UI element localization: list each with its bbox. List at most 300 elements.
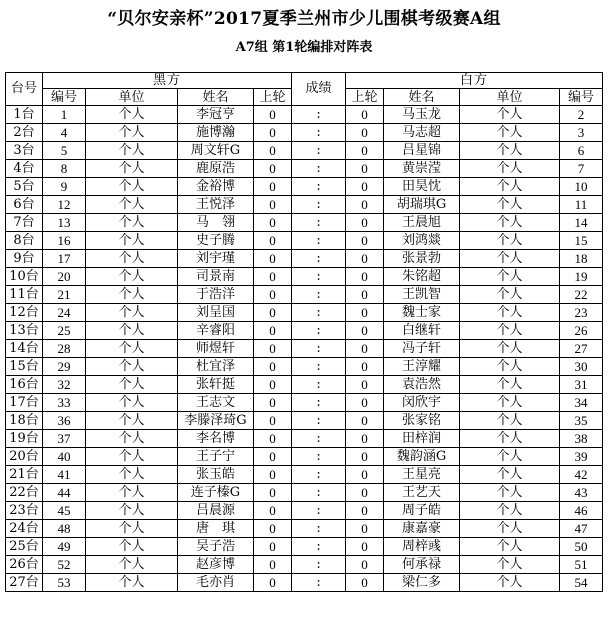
result-cell: : xyxy=(292,430,346,448)
black-name-cell: 周文轩G xyxy=(178,142,254,160)
white-number-cell: 26 xyxy=(560,322,603,340)
white-prev-round-cell: 0 xyxy=(346,520,384,538)
black-prev-round-cell: 0 xyxy=(254,304,292,322)
table-row xyxy=(6,376,603,394)
board-cell: 20台 xyxy=(6,448,43,466)
white-name-cell: 吕星锦 xyxy=(384,142,460,160)
black-unit-cell: 个人 xyxy=(86,394,178,412)
white-unit-cell: 个人 xyxy=(460,214,560,232)
black-name-cell: 施博瀚 xyxy=(178,124,254,142)
result-cell: : xyxy=(292,250,346,268)
black-number-cell: 48 xyxy=(43,520,86,538)
board-cell: 2台 xyxy=(6,124,43,142)
white-unit-cell: 个人 xyxy=(460,502,560,520)
black-unit-cell: 个人 xyxy=(86,304,178,322)
black-prev-round-cell: 0 xyxy=(254,250,292,268)
board-cell: 25台 xyxy=(6,538,43,556)
header-white-unit: 单位 xyxy=(460,89,560,106)
black-prev-round-cell: 0 xyxy=(254,268,292,286)
black-number-cell: 9 xyxy=(43,178,86,196)
result-cell: : xyxy=(292,340,346,358)
white-unit-cell: 个人 xyxy=(460,196,560,214)
white-name-cell: 马玉龙 xyxy=(384,106,460,124)
black-name-cell: 鹿原浩 xyxy=(178,160,254,178)
header-white-number: 编号 xyxy=(560,89,603,106)
white-unit-cell: 个人 xyxy=(460,430,560,448)
board-cell: 16台 xyxy=(6,376,43,394)
white-number-cell: 3 xyxy=(560,124,603,142)
black-number-cell: 21 xyxy=(43,286,86,304)
table-row xyxy=(6,556,603,574)
black-prev-round-cell: 0 xyxy=(254,124,292,142)
white-prev-round-cell: 0 xyxy=(346,430,384,448)
black-unit-cell: 个人 xyxy=(86,142,178,160)
black-unit-cell: 个人 xyxy=(86,232,178,250)
header-white-side: 白方 xyxy=(346,73,603,89)
black-prev-round-cell: 0 xyxy=(254,214,292,232)
white-unit-cell: 个人 xyxy=(460,268,560,286)
white-unit-cell: 个人 xyxy=(460,142,560,160)
black-name-cell: 史子腾 xyxy=(178,232,254,250)
white-prev-round-cell: 0 xyxy=(346,340,384,358)
white-name-cell: 周梓彧 xyxy=(384,538,460,556)
white-unit-cell: 个人 xyxy=(460,538,560,556)
black-name-cell: 唐 琪 xyxy=(178,520,254,538)
black-number-cell: 16 xyxy=(43,232,86,250)
black-number-cell: 45 xyxy=(43,502,86,520)
white-prev-round-cell: 0 xyxy=(346,376,384,394)
black-prev-round-cell: 0 xyxy=(254,232,292,250)
black-number-cell: 49 xyxy=(43,538,86,556)
white-name-cell: 袁浩然 xyxy=(384,376,460,394)
white-prev-round-cell: 0 xyxy=(346,178,384,196)
document-title: “贝尔安亲杯”2017夏季兰州市少儿围棋考级赛A组 xyxy=(107,9,501,29)
board-cell: 15台 xyxy=(6,358,43,376)
result-cell: : xyxy=(292,502,346,520)
black-name-cell: 马 翎 xyxy=(178,214,254,232)
white-prev-round-cell: 0 xyxy=(346,484,384,502)
white-number-cell: 22 xyxy=(560,286,603,304)
black-unit-cell: 个人 xyxy=(86,484,178,502)
result-cell: : xyxy=(292,178,346,196)
black-name-cell: 杜宜泽 xyxy=(178,358,254,376)
white-prev-round-cell: 0 xyxy=(346,358,384,376)
table-row xyxy=(6,106,603,124)
board-cell: 18台 xyxy=(6,412,43,430)
board-cell: 10台 xyxy=(6,268,43,286)
result-cell: : xyxy=(292,466,346,484)
header-black-unit: 单位 xyxy=(86,89,178,106)
result-cell: : xyxy=(292,124,346,142)
result-cell: : xyxy=(292,358,346,376)
black-unit-cell: 个人 xyxy=(86,340,178,358)
table-row xyxy=(6,142,603,160)
black-name-cell: 张轩挺 xyxy=(178,376,254,394)
table-row xyxy=(6,268,603,286)
white-prev-round-cell: 0 xyxy=(346,142,384,160)
result-cell: : xyxy=(292,322,346,340)
table-row xyxy=(6,304,603,322)
result-cell: : xyxy=(292,448,346,466)
header-black-side: 黑方 xyxy=(43,73,292,89)
white-number-cell: 7 xyxy=(560,160,603,178)
black-number-cell: 33 xyxy=(43,394,86,412)
black-prev-round-cell: 0 xyxy=(254,502,292,520)
black-unit-cell: 个人 xyxy=(86,178,178,196)
result-cell: : xyxy=(292,286,346,304)
black-number-cell: 44 xyxy=(43,484,86,502)
table-row xyxy=(6,286,603,304)
white-name-cell: 何承禄 xyxy=(384,556,460,574)
white-number-cell: 43 xyxy=(560,484,603,502)
white-name-cell: 魏士家 xyxy=(384,304,460,322)
black-number-cell: 4 xyxy=(43,124,86,142)
white-prev-round-cell: 0 xyxy=(346,556,384,574)
white-name-cell: 康嘉豪 xyxy=(384,520,460,538)
table-row xyxy=(6,448,603,466)
white-number-cell: 6 xyxy=(560,142,603,160)
table-row xyxy=(6,430,603,448)
white-unit-cell: 个人 xyxy=(460,466,560,484)
result-cell: : xyxy=(292,574,346,592)
board-cell: 13台 xyxy=(6,322,43,340)
black-name-cell: 吴子浩 xyxy=(178,538,254,556)
black-unit-cell: 个人 xyxy=(86,412,178,430)
white-unit-cell: 个人 xyxy=(460,304,560,322)
white-name-cell: 刘鸿燚 xyxy=(384,232,460,250)
table-row xyxy=(6,124,603,142)
black-unit-cell: 个人 xyxy=(86,160,178,178)
board-cell: 11台 xyxy=(6,286,43,304)
black-number-cell: 1 xyxy=(43,106,86,124)
table-row xyxy=(6,214,603,232)
white-number-cell: 27 xyxy=(560,340,603,358)
white-unit-cell: 个人 xyxy=(460,484,560,502)
result-cell: : xyxy=(292,412,346,430)
header-result: 成绩 xyxy=(292,73,346,106)
board-cell: 19台 xyxy=(6,430,43,448)
black-prev-round-cell: 0 xyxy=(254,394,292,412)
result-cell: : xyxy=(292,394,346,412)
black-unit-cell: 个人 xyxy=(86,556,178,574)
white-prev-round-cell: 0 xyxy=(346,322,384,340)
white-name-cell: 王星亮 xyxy=(384,466,460,484)
white-unit-cell: 个人 xyxy=(460,412,560,430)
white-number-cell: 19 xyxy=(560,268,603,286)
white-name-cell: 黄崇滢 xyxy=(384,160,460,178)
black-unit-cell: 个人 xyxy=(86,124,178,142)
black-number-cell: 8 xyxy=(43,160,86,178)
table-row xyxy=(6,538,603,556)
white-unit-cell: 个人 xyxy=(460,448,560,466)
table-row xyxy=(6,412,603,430)
black-number-cell: 20 xyxy=(43,268,86,286)
board-cell: 7台 xyxy=(6,214,43,232)
result-cell: : xyxy=(292,538,346,556)
black-unit-cell: 个人 xyxy=(86,106,178,124)
white-number-cell: 23 xyxy=(560,304,603,322)
white-prev-round-cell: 0 xyxy=(346,466,384,484)
black-number-cell: 5 xyxy=(43,142,86,160)
white-number-cell: 30 xyxy=(560,358,603,376)
result-cell: : xyxy=(292,556,346,574)
black-prev-round-cell: 0 xyxy=(254,538,292,556)
white-unit-cell: 个人 xyxy=(460,520,560,538)
board-cell: 22台 xyxy=(6,484,43,502)
white-unit-cell: 个人 xyxy=(460,286,560,304)
white-name-cell: 田梓润 xyxy=(384,430,460,448)
black-prev-round-cell: 0 xyxy=(254,178,292,196)
black-unit-cell: 个人 xyxy=(86,466,178,484)
white-prev-round-cell: 0 xyxy=(346,106,384,124)
white-number-cell: 54 xyxy=(560,574,603,592)
black-number-cell: 13 xyxy=(43,214,86,232)
board-cell: 27台 xyxy=(6,574,43,592)
result-cell: : xyxy=(292,376,346,394)
white-name-cell: 张景勃 xyxy=(384,250,460,268)
table-row xyxy=(6,520,603,538)
black-unit-cell: 个人 xyxy=(86,268,178,286)
board-cell: 1台 xyxy=(6,106,43,124)
result-cell: : xyxy=(292,196,346,214)
black-unit-cell: 个人 xyxy=(86,520,178,538)
white-number-cell: 10 xyxy=(560,178,603,196)
white-number-cell: 46 xyxy=(560,502,603,520)
white-prev-round-cell: 0 xyxy=(346,160,384,178)
header-black-name: 姓名 xyxy=(178,89,254,106)
header-white-name: 姓名 xyxy=(384,89,460,106)
black-name-cell: 李滕泽琦G xyxy=(178,412,254,430)
white-unit-cell: 个人 xyxy=(460,340,560,358)
white-number-cell: 18 xyxy=(560,250,603,268)
black-name-cell: 毛亦肖 xyxy=(178,574,254,592)
white-number-cell: 39 xyxy=(560,448,603,466)
white-unit-cell: 个人 xyxy=(460,358,560,376)
black-unit-cell: 个人 xyxy=(86,286,178,304)
black-unit-cell: 个人 xyxy=(86,358,178,376)
white-name-cell: 马志超 xyxy=(384,124,460,142)
black-prev-round-cell: 0 xyxy=(254,448,292,466)
black-unit-cell: 个人 xyxy=(86,574,178,592)
black-name-cell: 张玉皓 xyxy=(178,466,254,484)
document-subtitle: A7组 第1轮编排对阵表 xyxy=(235,40,373,55)
board-cell: 9台 xyxy=(6,250,43,268)
white-name-cell: 白继轩 xyxy=(384,322,460,340)
black-name-cell: 辛睿阳 xyxy=(178,322,254,340)
white-unit-cell: 个人 xyxy=(460,232,560,250)
white-name-cell: 王艺天 xyxy=(384,484,460,502)
header-row-sides xyxy=(6,73,603,89)
white-prev-round-cell: 0 xyxy=(346,394,384,412)
white-name-cell: 梁仁多 xyxy=(384,574,460,592)
result-cell: : xyxy=(292,520,346,538)
black-name-cell: 吕晨源 xyxy=(178,502,254,520)
black-number-cell: 24 xyxy=(43,304,86,322)
white-number-cell: 2 xyxy=(560,106,603,124)
board-cell: 24台 xyxy=(6,520,43,538)
pairing-table-body xyxy=(6,106,603,592)
pairing-table xyxy=(5,72,603,592)
white-number-cell: 51 xyxy=(560,556,603,574)
white-number-cell: 47 xyxy=(560,520,603,538)
table-row xyxy=(6,322,603,340)
black-unit-cell: 个人 xyxy=(86,376,178,394)
white-unit-cell: 个人 xyxy=(460,556,560,574)
white-unit-cell: 个人 xyxy=(460,178,560,196)
table-row xyxy=(6,160,603,178)
black-prev-round-cell: 0 xyxy=(254,160,292,178)
white-name-cell: 周子皓 xyxy=(384,502,460,520)
board-cell: 23台 xyxy=(6,502,43,520)
black-number-cell: 25 xyxy=(43,322,86,340)
header-black-prev-round: 上轮 xyxy=(254,89,292,106)
black-prev-round-cell: 0 xyxy=(254,556,292,574)
header-board: 台号 xyxy=(6,73,43,106)
result-cell: : xyxy=(292,484,346,502)
white-prev-round-cell: 0 xyxy=(346,502,384,520)
black-prev-round-cell: 0 xyxy=(254,358,292,376)
black-prev-round-cell: 0 xyxy=(254,196,292,214)
black-name-cell: 王子宁 xyxy=(178,448,254,466)
black-prev-round-cell: 0 xyxy=(254,322,292,340)
white-number-cell: 14 xyxy=(560,214,603,232)
table-row xyxy=(6,196,603,214)
white-number-cell: 35 xyxy=(560,412,603,430)
table-row xyxy=(6,232,603,250)
white-unit-cell: 个人 xyxy=(460,250,560,268)
table-row xyxy=(6,358,603,376)
black-unit-cell: 个人 xyxy=(86,214,178,232)
black-prev-round-cell: 0 xyxy=(254,286,292,304)
white-prev-round-cell: 0 xyxy=(346,214,384,232)
white-name-cell: 胡瑞琪G xyxy=(384,196,460,214)
white-number-cell: 34 xyxy=(560,394,603,412)
white-number-cell: 31 xyxy=(560,376,603,394)
table-row xyxy=(6,394,603,412)
white-number-cell: 50 xyxy=(560,538,603,556)
white-unit-cell: 个人 xyxy=(460,322,560,340)
table-row xyxy=(6,466,603,484)
black-number-cell: 52 xyxy=(43,556,86,574)
black-unit-cell: 个人 xyxy=(86,502,178,520)
black-unit-cell: 个人 xyxy=(86,448,178,466)
result-cell: : xyxy=(292,268,346,286)
board-cell: 12台 xyxy=(6,304,43,322)
black-name-cell: 金裕博 xyxy=(178,178,254,196)
white-prev-round-cell: 0 xyxy=(346,574,384,592)
white-name-cell: 冯子轩 xyxy=(384,340,460,358)
black-number-cell: 32 xyxy=(43,376,86,394)
result-cell: : xyxy=(292,142,346,160)
table-row xyxy=(6,340,603,358)
black-number-cell: 12 xyxy=(43,196,86,214)
board-cell: 5台 xyxy=(6,178,43,196)
black-name-cell: 于浩洋 xyxy=(178,286,254,304)
white-name-cell: 王晨旭 xyxy=(384,214,460,232)
white-unit-cell: 个人 xyxy=(460,376,560,394)
black-name-cell: 司景南 xyxy=(178,268,254,286)
board-cell: 26台 xyxy=(6,556,43,574)
table-row xyxy=(6,250,603,268)
black-prev-round-cell: 0 xyxy=(254,430,292,448)
black-prev-round-cell: 0 xyxy=(254,412,292,430)
white-prev-round-cell: 0 xyxy=(346,250,384,268)
table-row xyxy=(6,574,603,592)
white-name-cell: 朱铭超 xyxy=(384,268,460,286)
white-prev-round-cell: 0 xyxy=(346,196,384,214)
white-unit-cell: 个人 xyxy=(460,106,560,124)
white-name-cell: 王淳耀 xyxy=(384,358,460,376)
black-name-cell: 刘宇瑾 xyxy=(178,250,254,268)
black-unit-cell: 个人 xyxy=(86,322,178,340)
black-name-cell: 赵彦博 xyxy=(178,556,254,574)
white-number-cell: 42 xyxy=(560,466,603,484)
white-prev-round-cell: 0 xyxy=(346,304,384,322)
white-name-cell: 田昊忱 xyxy=(384,178,460,196)
white-number-cell: 15 xyxy=(560,232,603,250)
black-number-cell: 36 xyxy=(43,412,86,430)
white-unit-cell: 个人 xyxy=(460,574,560,592)
white-name-cell: 王凯智 xyxy=(384,286,460,304)
header-white-prev-round: 上轮 xyxy=(346,89,384,106)
result-cell: : xyxy=(292,214,346,232)
board-cell: 3台 xyxy=(6,142,43,160)
result-cell: : xyxy=(292,304,346,322)
black-prev-round-cell: 0 xyxy=(254,520,292,538)
board-cell: 8台 xyxy=(6,232,43,250)
black-number-cell: 29 xyxy=(43,358,86,376)
black-name-cell: 王志文 xyxy=(178,394,254,412)
black-unit-cell: 个人 xyxy=(86,196,178,214)
black-number-cell: 37 xyxy=(43,430,86,448)
white-unit-cell: 个人 xyxy=(460,394,560,412)
white-name-cell: 魏韵涵G xyxy=(384,448,460,466)
black-number-cell: 41 xyxy=(43,466,86,484)
black-prev-round-cell: 0 xyxy=(254,376,292,394)
white-name-cell: 闵欣宇 xyxy=(384,394,460,412)
black-unit-cell: 个人 xyxy=(86,538,178,556)
result-cell: : xyxy=(292,160,346,178)
black-prev-round-cell: 0 xyxy=(254,106,292,124)
white-name-cell: 张家铭 xyxy=(384,412,460,430)
white-prev-round-cell: 0 xyxy=(346,232,384,250)
white-prev-round-cell: 0 xyxy=(346,124,384,142)
black-name-cell: 李冠亨 xyxy=(178,106,254,124)
white-unit-cell: 个人 xyxy=(460,160,560,178)
black-unit-cell: 个人 xyxy=(86,250,178,268)
board-cell: 6台 xyxy=(6,196,43,214)
table-row xyxy=(6,502,603,520)
black-number-cell: 40 xyxy=(43,448,86,466)
black-unit-cell: 个人 xyxy=(86,430,178,448)
white-prev-round-cell: 0 xyxy=(346,538,384,556)
black-name-cell: 刘呈国 xyxy=(178,304,254,322)
white-prev-round-cell: 0 xyxy=(346,268,384,286)
white-prev-round-cell: 0 xyxy=(346,412,384,430)
black-number-cell: 53 xyxy=(43,574,86,592)
board-cell: 17台 xyxy=(6,394,43,412)
white-unit-cell: 个人 xyxy=(460,124,560,142)
black-prev-round-cell: 0 xyxy=(254,484,292,502)
white-number-cell: 38 xyxy=(560,430,603,448)
result-cell: : xyxy=(292,232,346,250)
black-name-cell: 师煜轩 xyxy=(178,340,254,358)
black-prev-round-cell: 0 xyxy=(254,340,292,358)
result-cell: : xyxy=(292,106,346,124)
black-name-cell: 连子榛G xyxy=(178,484,254,502)
board-cell: 14台 xyxy=(6,340,43,358)
table-row xyxy=(6,484,603,502)
